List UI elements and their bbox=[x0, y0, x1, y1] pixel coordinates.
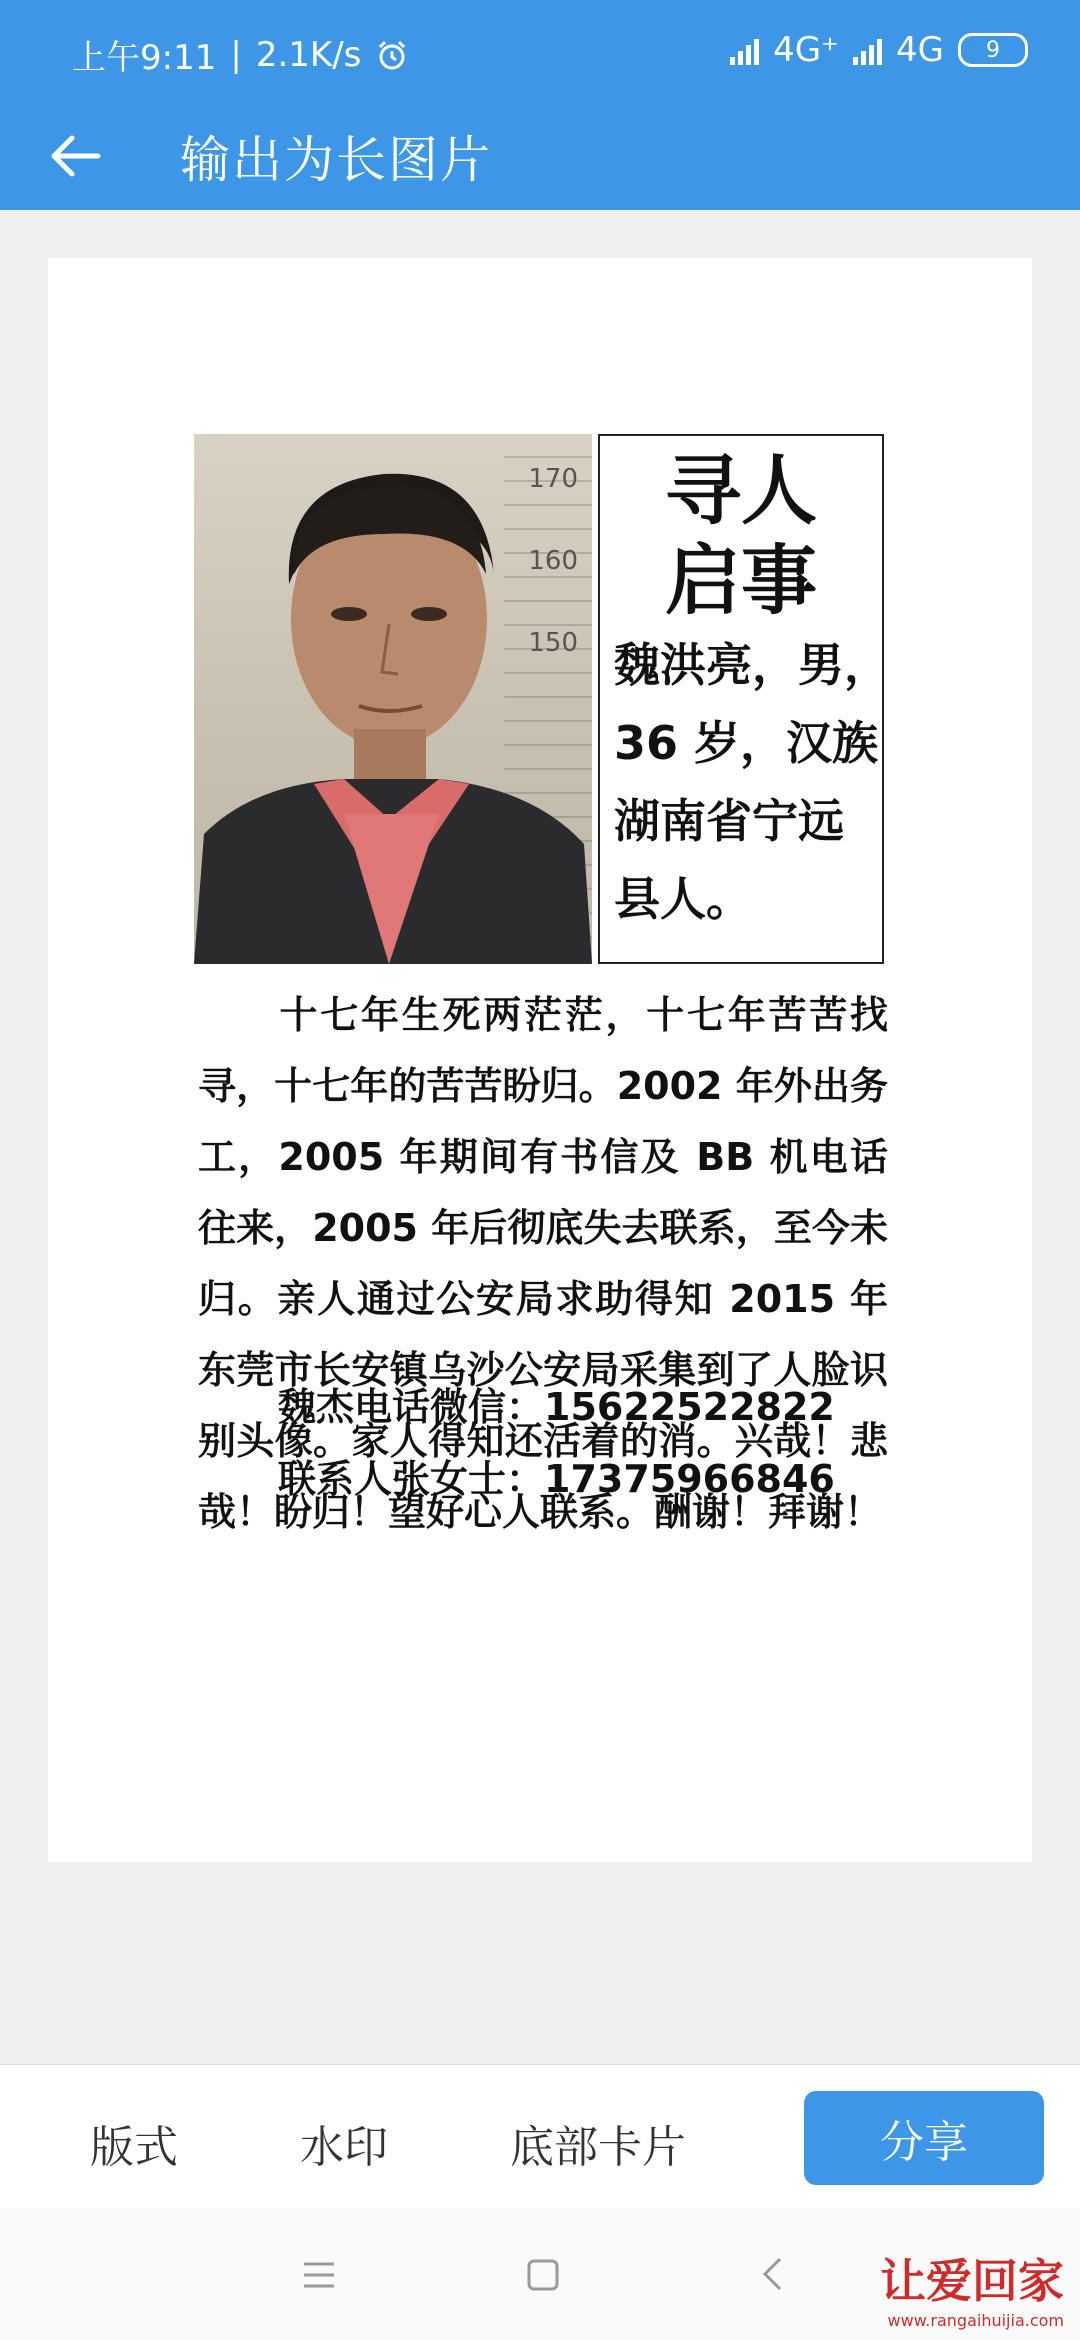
share-button[interactable]: 分享 bbox=[804, 2091, 1044, 2185]
status-time: 上午9:11 bbox=[72, 38, 217, 78]
poster-preview bbox=[48, 258, 1032, 1862]
poster-title bbox=[600, 446, 882, 626]
poster-title-line: 启事 bbox=[665, 536, 817, 625]
app-bar bbox=[0, 104, 1080, 210]
ruler-label: 150 bbox=[528, 628, 578, 658]
info-line: 魏洪亮，男， bbox=[614, 638, 890, 692]
poster-title-line: 寻人 bbox=[665, 446, 817, 535]
person-silhouette bbox=[194, 434, 592, 964]
contact-line-2: 联系人张女士：17375966846 bbox=[278, 1457, 835, 1501]
watermark-tab[interactable]: 水印 bbox=[300, 2122, 388, 2173]
info-line: 县人。 bbox=[614, 872, 752, 926]
brand-name: 让爱回家 bbox=[880, 2254, 1064, 2308]
ruler-label: 170 bbox=[528, 464, 578, 494]
page-title: 输出为长图片 bbox=[180, 131, 492, 189]
alarm-icon bbox=[375, 38, 409, 72]
info-box bbox=[598, 434, 890, 964]
poster-body: 十七年生死两茫茫，十七年苦苦找寻，十七年的苦苦盼归。2002 年外出务工，2005 年期间有书信及 BB 机电话往来，2005 年后彻底失去联系，至今未归。亲人通过公安局求助得知 2015 年东莞市长安镇乌沙公安局采集到了人脸识别头像。家人得知还活着的消。兴哉！悲哉！盼归！望好心人联系。酬谢！拜谢！ bbox=[198, 993, 888, 1534]
brand-url: www.rangaihuijia.com bbox=[887, 2311, 1064, 2330]
info-line: 湖南省宁远 bbox=[614, 794, 844, 848]
battery-icon bbox=[958, 33, 1028, 67]
battery-level: 9 bbox=[986, 37, 1000, 63]
status-divider: | bbox=[230, 34, 242, 75]
bottom-toolbar bbox=[0, 2064, 1080, 2209]
contact-line-1: 魏杰电话微信：15622522822 bbox=[278, 1385, 835, 1429]
back-button[interactable] bbox=[44, 124, 108, 188]
network-label-2: 4G bbox=[896, 30, 944, 70]
system-nav-bar bbox=[0, 2208, 1080, 2340]
layout-tab[interactable]: 版式 bbox=[90, 2122, 178, 2173]
info-line: 36 岁，汉族 bbox=[614, 716, 879, 770]
brand-watermark bbox=[880, 2245, 1064, 2330]
network-label-1: 4G⁺ bbox=[773, 30, 840, 70]
home-icon[interactable] bbox=[526, 2258, 560, 2292]
back-nav-icon[interactable] bbox=[760, 2256, 784, 2292]
arrow-left-icon bbox=[50, 134, 102, 178]
person-photo bbox=[194, 434, 592, 964]
signal-icon bbox=[730, 35, 759, 65]
status-bar bbox=[0, 0, 1080, 104]
ruler-label: 160 bbox=[528, 546, 578, 576]
signal-icon-2 bbox=[853, 35, 882, 65]
network-speed: 2.1K/s bbox=[255, 34, 362, 75]
footer-card-tab[interactable]: 底部卡片 bbox=[510, 2122, 686, 2173]
menu-icon[interactable] bbox=[302, 2260, 336, 2290]
